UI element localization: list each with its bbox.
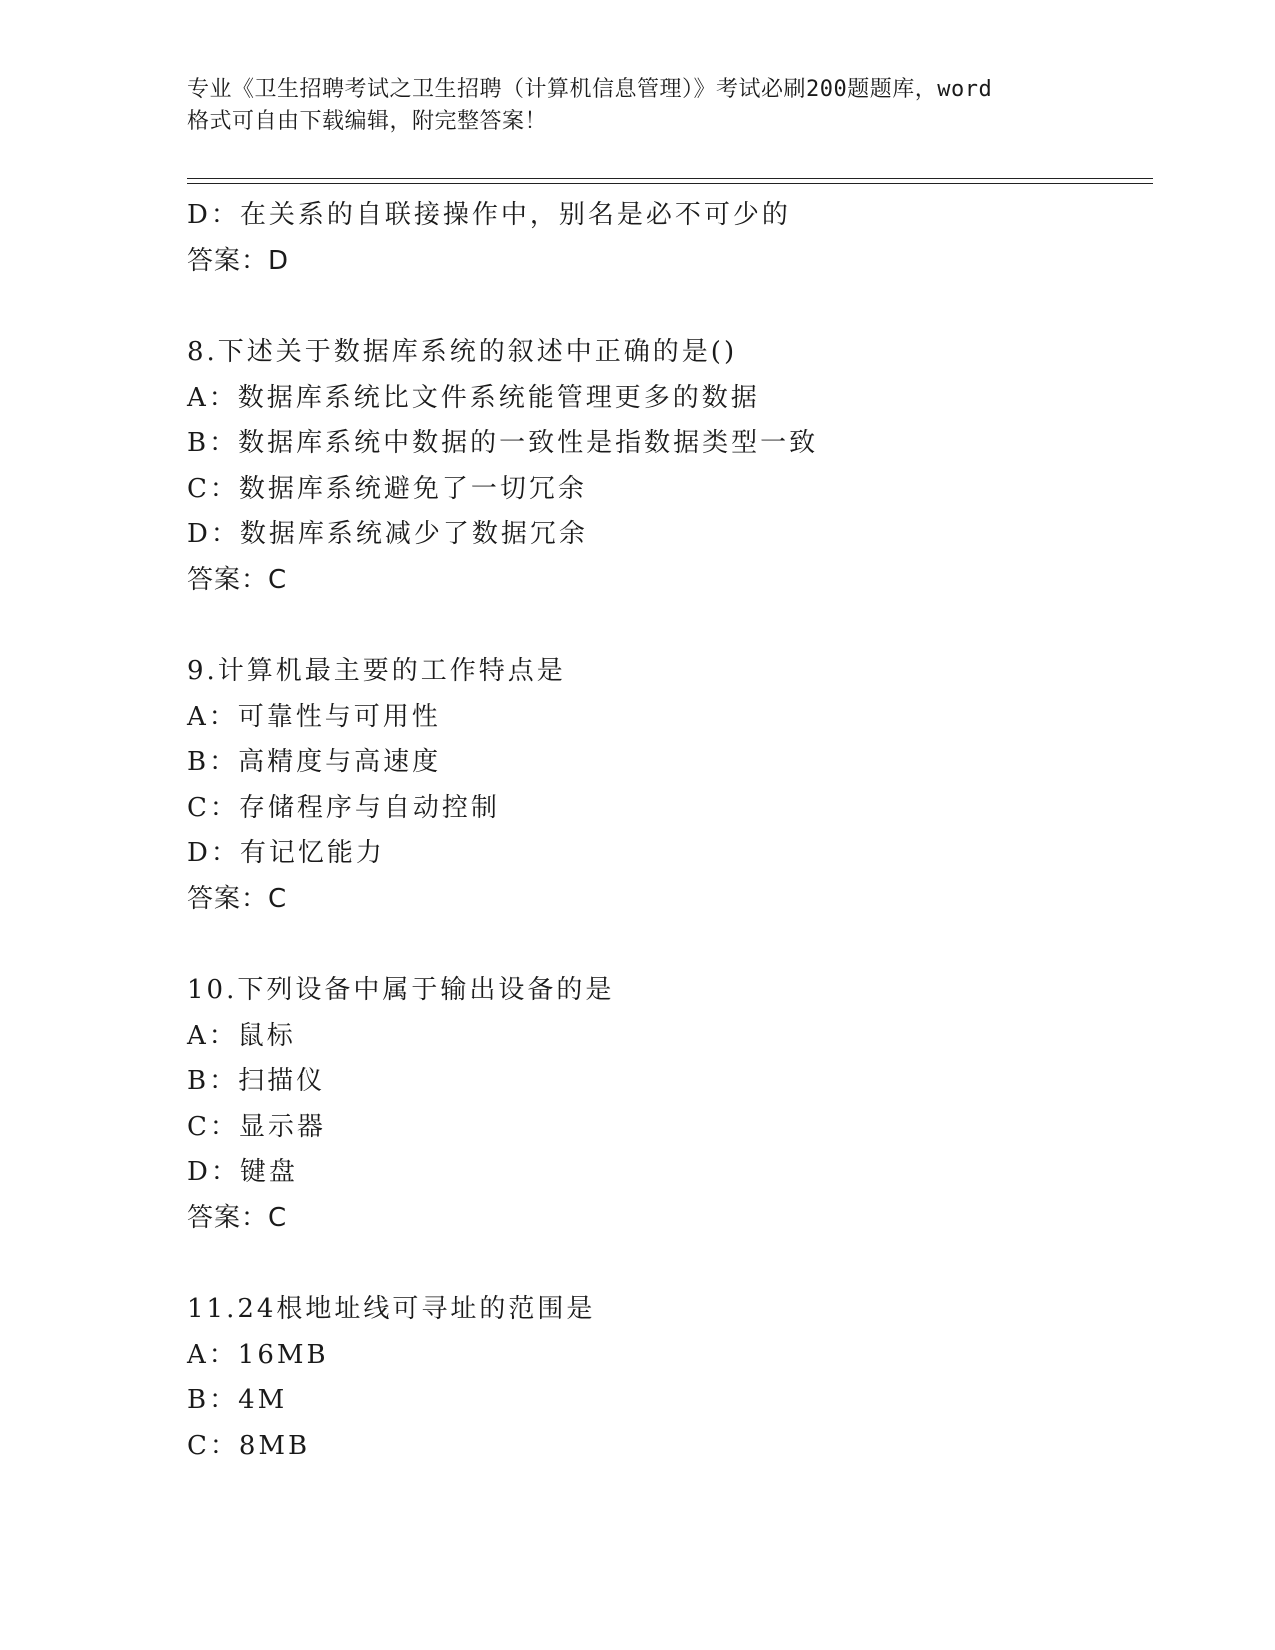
answer: 答案：C: [187, 1202, 288, 1233]
question-stem: 10.下列设备中属于输出设备的是: [187, 975, 615, 1005]
option-c: C：8MB: [187, 1430, 311, 1461]
option-b: B：扫描仪: [187, 1066, 326, 1096]
header-divider-top: [187, 178, 1153, 179]
question-9: [187, 649, 1147, 922]
option-b: B：4M: [187, 1385, 288, 1415]
question-list: [187, 193, 1147, 1469]
question-10: [187, 968, 1147, 1241]
option-a: A：数据库系统比文件系统能管理更多的数据: [187, 382, 760, 413]
header-title-line-1: 专业《卫生招聘考试之卫生招聘（计算机信息管理）》考试必刷200题题库，word: [187, 77, 993, 102]
option-d: D：键盘: [187, 1157, 298, 1187]
question-7: [187, 193, 1147, 284]
option-a: A：鼠标: [187, 1020, 296, 1051]
answer: 答案：C: [187, 883, 288, 914]
header-divider-bottom: [187, 183, 1153, 184]
option-b: B：高精度与高速度: [187, 747, 442, 777]
question-stem: 9.计算机最主要的工作特点是: [187, 656, 566, 686]
answer: 答案：D: [187, 245, 290, 276]
option-c: C：存储程序与自动控制: [187, 792, 500, 823]
option-c: C：显示器: [187, 1111, 326, 1142]
option-b: B：数据库系统中数据的一致性是指数据类型一致: [187, 428, 819, 458]
question-stem: 11.24根地址线可寻址的范围是: [187, 1294, 596, 1324]
question-11: [187, 1287, 1147, 1469]
header-title-line-2: 格式可自由下载编辑，附完整答案！: [187, 109, 548, 134]
option-c: C：数据库系统避免了一切冗余: [187, 473, 587, 504]
answer: 答案：C: [187, 564, 288, 595]
question-spacer: [187, 603, 1147, 649]
option-a: A：16MB: [187, 1339, 329, 1370]
option-a: A：可靠性与可用性: [187, 701, 441, 732]
question-spacer: [187, 922, 1147, 968]
document-header: [187, 74, 1087, 138]
question-stem: 8.下述关于数据库系统的叙述中正确的是(): [187, 337, 738, 367]
option-d: D：在关系的自联接操作中，别名是必不可少的: [187, 200, 791, 230]
option-d: D：有记忆能力: [187, 838, 385, 868]
question-8: [187, 330, 1147, 603]
question-spacer: [187, 284, 1147, 330]
question-spacer: [187, 1241, 1147, 1287]
option-d: D：数据库系统减少了数据冗余: [187, 519, 588, 549]
